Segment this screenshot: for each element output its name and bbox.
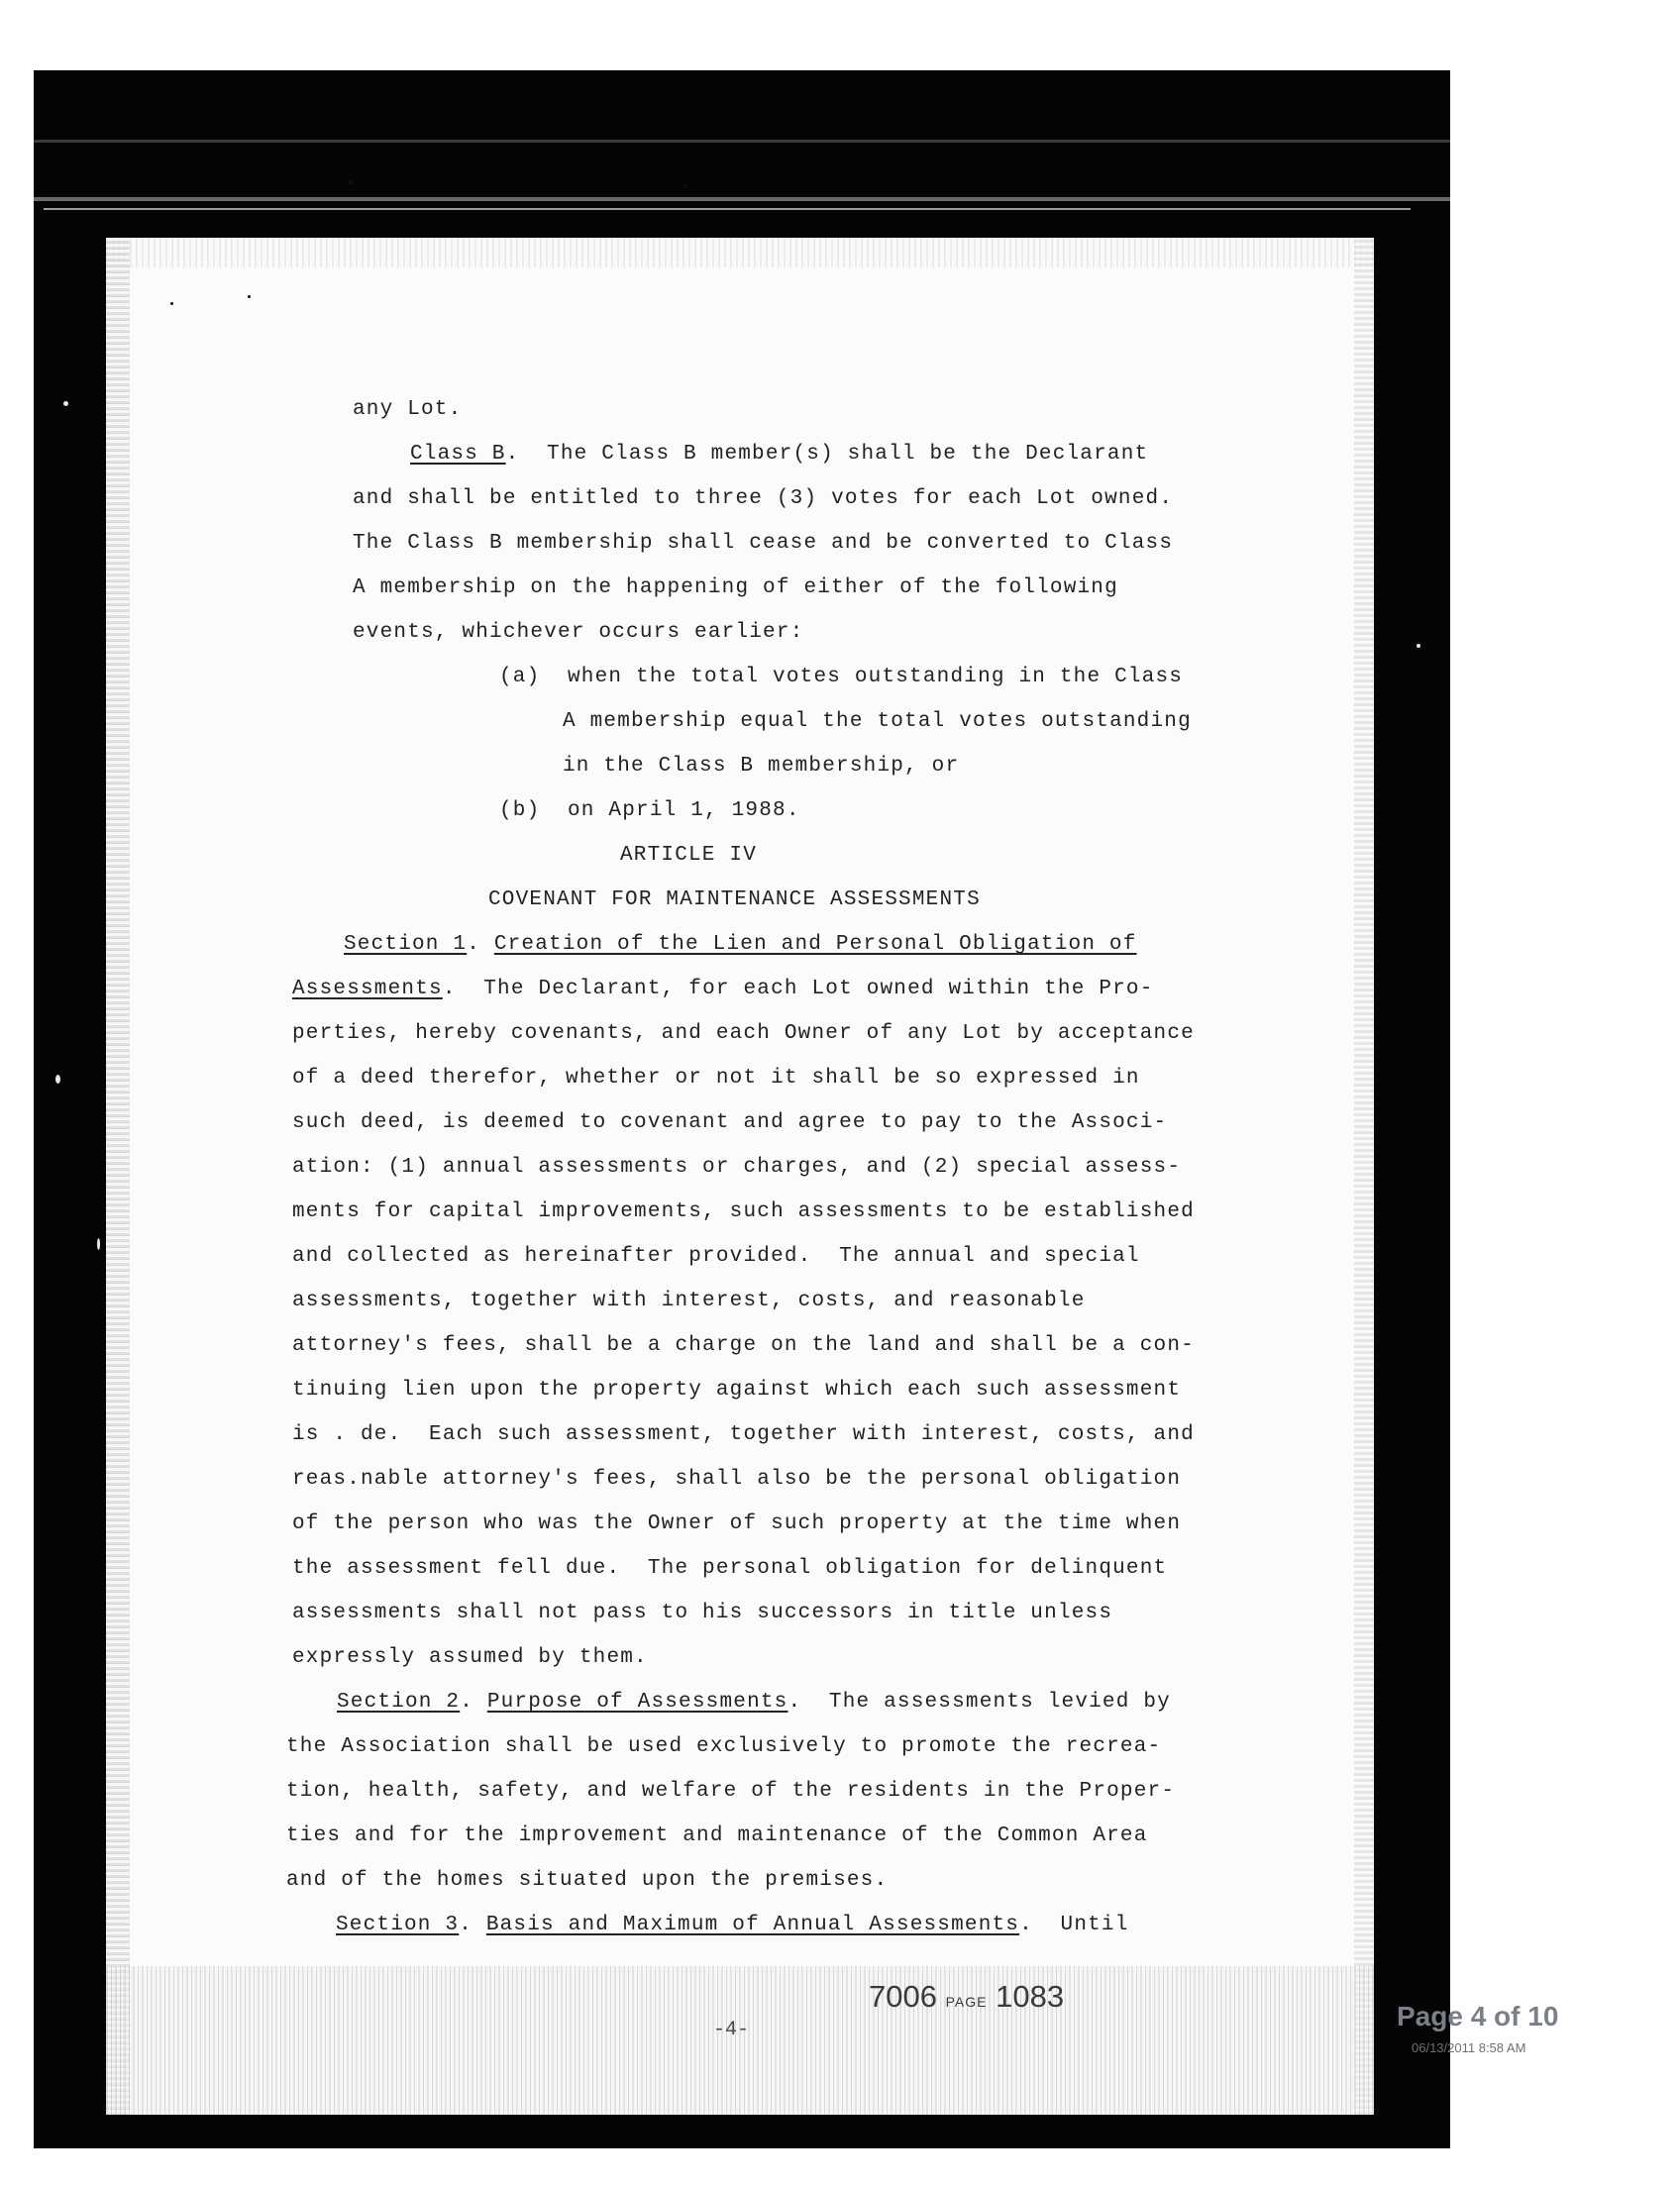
- doc-line: ments for capital improvements, such assessments to be established: [292, 1200, 1195, 1223]
- section-1-heading-line: Section 1. Creation of the Lien and Personal Obligation of: [344, 933, 1137, 956]
- book-page-label: PAGE: [945, 1994, 988, 2010]
- doc-line: reas.nable attorney's fees, shall also be the personal obligation: [292, 1468, 1182, 1491]
- scan-speck: [248, 295, 251, 298]
- book-page-stamp: [869, 1979, 1064, 2015]
- doc-line: and shall be entitled to three (3) votes for each Lot owned.: [353, 487, 1174, 510]
- scan-noise: [106, 238, 130, 2115]
- section-1-title-cont: Assessments: [292, 978, 443, 1000]
- section-3-title: Basis and Maximum of Annual Assessments: [485, 1914, 1020, 1936]
- doc-line: any Lot.: [353, 398, 463, 421]
- scan-streak: [44, 208, 1411, 210]
- doc-line: The Class B membership shall cease and be converted to Class: [353, 532, 1174, 555]
- doc-line: assessments, together with interest, costs, and reasonable: [292, 1290, 1086, 1312]
- section-3-label: Section 3: [336, 1914, 460, 1936]
- scan-speck: [55, 1075, 60, 1084]
- section-1-title: Creation of the Lien and Personal Obligation of: [493, 933, 1137, 956]
- scan-speck: [97, 1238, 100, 1250]
- section-3-heading-line: Section 3. Basis and Maximum of Annual Assessments. Until: [336, 1914, 1129, 1936]
- article-title: COVENANT FOR MAINTENANCE ASSESSMENTS: [488, 888, 981, 911]
- doc-line: ation: (1) annual assessments or charges, and (2) special assess-: [292, 1156, 1182, 1179]
- article-heading: ARTICLE IV: [620, 844, 758, 867]
- list-item-b: (b) on April 1, 1988.: [499, 799, 800, 822]
- doc-line: attorney's fees, shall be a charge on the land and shall be a con-: [292, 1334, 1195, 1357]
- doc-line: perties, hereby covenants, and each Owner of any Lot by acceptance: [292, 1022, 1195, 1045]
- scan-noise: [1354, 238, 1374, 2115]
- section-2-heading-line: Section 2. Purpose of Assessments. The assessments levied by: [337, 1691, 1171, 1714]
- doc-line: is . de. Each such assessment, together with interest, costs, and: [292, 1423, 1195, 1446]
- doc-line: tion, health, safety, and welfare of the residents in the Proper-: [286, 1780, 1176, 1803]
- doc-line: assessments shall not pass to his successors in title unless: [292, 1602, 1113, 1624]
- doc-line: the Association shall be used exclusively to promote the recrea-: [286, 1735, 1162, 1758]
- doc-line: events, whichever occurs earlier:: [353, 621, 804, 644]
- doc-line: of a deed therefor, whether or not it shall be so expressed in: [292, 1067, 1140, 1090]
- doc-line: ties and for the improvement and maintenance of the Common Area: [286, 1824, 1148, 1847]
- section-2-label: Section 2: [337, 1691, 461, 1714]
- doc-line: of the person who was the Owner of such property at the time when: [292, 1512, 1182, 1535]
- doc-line: such deed, is deemed to covenant and agree to pay to the Associ-: [292, 1111, 1168, 1134]
- scan-speck: [170, 302, 173, 305]
- list-item-a-cont: A membership equal the total votes outstanding: [563, 710, 1192, 733]
- scan-noise: [106, 238, 1374, 267]
- section-1-label: Section 1: [344, 933, 468, 956]
- page-number: -4-: [713, 2019, 750, 2041]
- scan-speck: [683, 184, 686, 187]
- scan-speck: [1417, 644, 1420, 648]
- doc-line: expressly assumed by them.: [292, 1646, 648, 1669]
- document-page: [106, 238, 1374, 2115]
- class-b-paragraph-line: Class B. The Class B member(s) shall be the Declarant: [410, 443, 1149, 466]
- scan-speck: [63, 401, 68, 406]
- doc-line: Assessments. The Declarant, for each Lot owned within the Pro-: [292, 978, 1154, 1000]
- list-item-a-cont: in the Class B membership, or: [563, 755, 960, 778]
- scan-streak: [34, 140, 1450, 143]
- class-b-heading: Class B: [410, 443, 506, 466]
- book-page-number: 1083: [996, 1979, 1065, 2014]
- print-timestamp: 06/13/2011 8:58 AM: [1412, 2040, 1526, 2055]
- section-2-title: Purpose of Assessments: [486, 1691, 788, 1714]
- doc-line: and collected as hereinafter provided. The annual and special: [292, 1245, 1140, 1268]
- doc-line: tinuing lien upon the property against which each such assessment: [292, 1379, 1182, 1402]
- doc-line: the assessment fell due. The personal obligation for delinquent: [292, 1557, 1168, 1580]
- scan-speck: [349, 180, 353, 184]
- book-number: 7006: [869, 1979, 937, 2014]
- doc-line: A membership on the happening of either of the following: [353, 576, 1118, 599]
- page-indicator: Page 4 of 10: [1397, 2001, 1559, 2031]
- doc-line: and of the homes situated upon the premises.: [286, 1869, 889, 1892]
- scan-streak: [34, 197, 1450, 201]
- list-item-a: (a) when the total votes outstanding in the Class: [499, 666, 1184, 688]
